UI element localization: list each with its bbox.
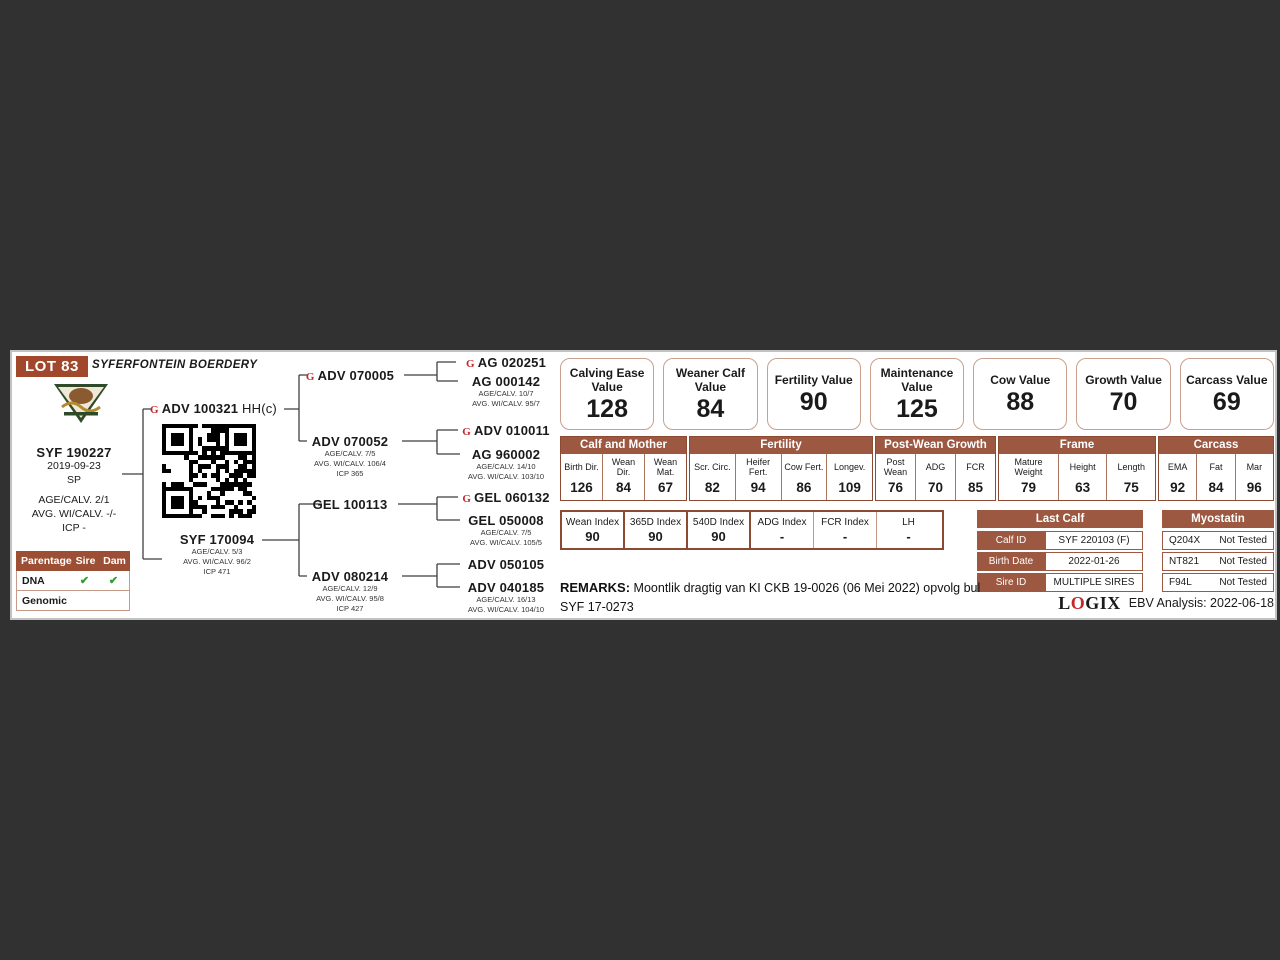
- index-table: [560, 510, 944, 550]
- subject-animal: [12, 445, 136, 535]
- parentage-row-label: DNA: [22, 574, 45, 587]
- value-box-value: 88: [1006, 387, 1035, 416]
- ebv-group-header: Fertility: [690, 437, 872, 454]
- animal-stat: AVG. WI/CALV. 95/8: [316, 594, 384, 604]
- value-box-value: 69: [1212, 387, 1241, 416]
- ebv-group-fertility: [689, 436, 873, 501]
- remarks-label: REMARKS:: [560, 580, 631, 595]
- index-cell: 365D Index 90: [625, 512, 688, 548]
- animal-stat: ICP 427: [336, 604, 364, 614]
- parentage-col-label: Parentage: [21, 555, 72, 567]
- animal-id: ADV 070052: [311, 434, 389, 449]
- table-row: [1162, 573, 1274, 592]
- table-row: Birth Date 2022-01-26: [977, 552, 1143, 571]
- animal-stat: AVG. WI/CALV. 105/5: [470, 538, 542, 548]
- value-box-label: Carcass Value: [1186, 373, 1268, 388]
- ebv-cell: Scr. Circ. 82: [694, 461, 731, 495]
- ebv-cell: Fat 84: [1196, 454, 1234, 500]
- logix-logo: LOGIX: [1058, 593, 1121, 613]
- remarks: [560, 578, 1006, 617]
- value-box-label: Calving Ease Value: [569, 365, 645, 395]
- animal-id: SYF 170094: [179, 532, 255, 547]
- gt-genotyped-icon: G: [465, 358, 475, 370]
- farm-name: SYFERFONTEIN BOERDERY: [92, 359, 258, 371]
- ebv-cell: Heifer Fert. 94: [735, 454, 781, 500]
- animal-stat: AGE/CALV. 10/7: [478, 389, 534, 398]
- animal-stat: AGE/CALV. 14/10: [476, 462, 536, 471]
- pedigree-sire: [150, 401, 302, 416]
- table-row: [1162, 531, 1274, 550]
- animal-stat: AGE/CALV. 7/5: [324, 449, 376, 458]
- value-box-growth: [1076, 358, 1170, 430]
- ebv-cell: EMA 92: [1167, 461, 1188, 495]
- ebv-group-header: Frame: [999, 437, 1155, 454]
- value-box-fertility: [767, 358, 861, 430]
- parentage-col-sire: Sire: [75, 555, 96, 567]
- pedigree-entry: [450, 374, 562, 409]
- subject-stat: AVG. WI/CALV. -/-: [31, 507, 117, 520]
- value-box-value: 128: [586, 394, 628, 423]
- ebv-group-frame: [998, 436, 1156, 501]
- animal-stat: AGE/CALV. 12/9: [322, 584, 378, 593]
- ebv-cell: Wean Mat. 67: [644, 454, 686, 500]
- subject-id: SYF 190227: [36, 445, 112, 460]
- qr-code: [162, 424, 256, 518]
- ebv-cell: FCR 85: [955, 454, 995, 500]
- parentage-table: [16, 551, 130, 611]
- pedigree-entry: [450, 355, 562, 370]
- value-boxes: [560, 358, 1274, 430]
- ebv-cell: Mature Weight 79: [1014, 456, 1043, 495]
- animal-id: AG 000142: [471, 374, 541, 389]
- gt-genotyped-icon: G: [462, 493, 472, 505]
- value-box-value: 70: [1109, 387, 1138, 416]
- animal-id: AG 960002: [471, 447, 541, 462]
- pedigree-entry: [450, 447, 562, 482]
- lot-badge: LOT 83: [16, 356, 88, 377]
- gt-genotyped-icon: G: [150, 404, 159, 416]
- pedigree-entry: [450, 423, 562, 438]
- animal-id: ADV 050105: [467, 557, 545, 572]
- pedigree-entry: [450, 513, 562, 548]
- index-cell: FCR Index -: [814, 512, 877, 548]
- index-cell: Wean Index 90: [562, 512, 625, 548]
- subject-birth-date: 2019-09-23: [47, 460, 101, 472]
- gt-genotyped-icon: G: [305, 371, 315, 383]
- value-box-label: Maintenance Value: [880, 365, 954, 395]
- pedigree-entry: [290, 368, 410, 383]
- value-box-value: 90: [799, 387, 828, 416]
- value-box-value: 125: [896, 394, 938, 423]
- gene-label: Q204X: [1169, 535, 1201, 546]
- pedigree-entry: [450, 490, 562, 505]
- ebv-group-header: Post-Wean Growth: [876, 437, 995, 454]
- check-icon: ✔: [79, 575, 90, 587]
- ebv-table: [560, 436, 1274, 501]
- ebv-group-calf-and-mother: [560, 436, 687, 501]
- value-box-label: Fertility Value: [774, 373, 853, 388]
- animal-stat: AGE/CALV. 5/3: [191, 547, 243, 556]
- last-calf-header: Last Calf: [977, 510, 1143, 528]
- catalog-card: [10, 350, 1277, 620]
- animal-id: ADV 100321: [161, 401, 239, 416]
- pedigree-entry: [280, 434, 420, 479]
- animal-id: GEL 100113: [312, 497, 388, 512]
- ebv-analysis-date: EBV Analysis: 2022-06-18: [1128, 596, 1274, 610]
- gt-genotyped-icon: G: [462, 426, 472, 438]
- value-box-label: Weaner Calf Value: [675, 365, 745, 395]
- remarks-text: Moontlik dragtig van KI CKB 19-0026 (06 Mei 2022) opvolg bul SYF 17-0273: [560, 581, 981, 614]
- ebv-group-header: Carcass: [1159, 437, 1273, 454]
- ebv-cell: Post Wean 76: [883, 456, 908, 495]
- animal-id: GEL 050008: [468, 513, 544, 528]
- table-row: [16, 591, 130, 611]
- ebv-cell: Birth Dir. 126: [564, 461, 599, 495]
- gene-result: Not Tested: [1219, 577, 1267, 588]
- animal-stat: ICP 365: [336, 469, 364, 479]
- animal-stat: ICP 471: [203, 567, 231, 577]
- table-row: [16, 571, 130, 591]
- animal-stat: AVG. WI/CALV. 95/7: [472, 399, 540, 409]
- index-cell: LH -: [902, 516, 915, 544]
- subject-breed-code: SP: [66, 473, 81, 486]
- value-box-carcass: [1180, 358, 1274, 430]
- gene-result: Not Tested: [1219, 535, 1267, 546]
- parentage-row-label: Genomic: [22, 594, 67, 607]
- value-box-label: Growth Value: [1085, 373, 1162, 388]
- animal-stat: AVG. WI/CALV. 106/4: [314, 459, 386, 469]
- ebv-cell: Cow Fert. 86: [781, 454, 827, 500]
- animal-id: ADV 070005: [317, 368, 395, 383]
- ebv-cell: Longev. 109: [826, 454, 872, 500]
- gene-label: F94L: [1169, 577, 1192, 588]
- ebv-group-header: Calf and Mother: [561, 437, 686, 454]
- subject-stat: ICP -: [62, 521, 86, 534]
- myostatin-panel: [1162, 510, 1274, 594]
- table-row: Sire ID MULTIPLE SIRES: [977, 573, 1143, 592]
- ebv-group-carcass: [1158, 436, 1274, 501]
- parentage-col-dam: Dam: [103, 555, 126, 567]
- animal-id: GEL 060132: [474, 490, 550, 505]
- ebv-group-post-wean-growth: [875, 436, 996, 501]
- pedigree-entry: [450, 557, 562, 572]
- value-box-calving-ease: [560, 358, 654, 430]
- animal-id: ADV 080214: [311, 569, 389, 584]
- index-cell: 540D Index 90: [688, 512, 751, 548]
- table-row: Calf ID SYF 220103 (F): [977, 531, 1143, 550]
- pedigree-entry: [290, 497, 410, 512]
- ebv-cell: Length 75: [1106, 454, 1155, 500]
- gene-result: Not Tested: [1219, 556, 1267, 567]
- ebv-cell: Mar 96: [1235, 454, 1273, 500]
- animal-stat: AGE/CALV. 7/5: [480, 528, 532, 537]
- ebv-cell: ADG 70: [915, 454, 955, 500]
- subject-stat: AGE/CALV. 2/1: [38, 494, 110, 507]
- check-icon: ✔: [108, 575, 119, 587]
- animal-suffix: HH(c): [242, 401, 277, 416]
- value-box-label: Cow Value: [990, 373, 1051, 388]
- pedigree-entry: [450, 580, 562, 615]
- animal-id: AG 020251: [477, 355, 547, 370]
- value-box-weaner-calf: [663, 358, 757, 430]
- footer: [1052, 594, 1274, 612]
- farm-logo: [48, 379, 114, 436]
- myostatin-header: Myostatin: [1162, 510, 1274, 528]
- ebv-cell: Height 63: [1058, 454, 1107, 500]
- animal-id: ADV 010011: [474, 423, 550, 438]
- index-cell: ADG Index -: [751, 512, 814, 548]
- pedigree-dam: [162, 532, 272, 577]
- animal-stat: AVG. WI/CALV. 103/10: [467, 472, 545, 482]
- value-box-value: 84: [696, 394, 725, 423]
- animal-stat: AVG. WI/CALV. 104/10: [467, 605, 545, 615]
- value-box-cow: [973, 358, 1067, 430]
- pedigree-entry: [280, 569, 420, 614]
- animal-stat: AGE/CALV. 16/13: [476, 595, 536, 604]
- gene-label: NT821: [1169, 556, 1200, 567]
- ebv-cell: Wean Dir. 84: [602, 454, 644, 500]
- parentage-header: [16, 551, 130, 571]
- animal-id: ADV 040185: [467, 580, 545, 595]
- value-box-maintenance: [870, 358, 964, 430]
- animal-stat: AVG. WI/CALV. 96/2: [183, 557, 251, 567]
- table-row: [1162, 552, 1274, 571]
